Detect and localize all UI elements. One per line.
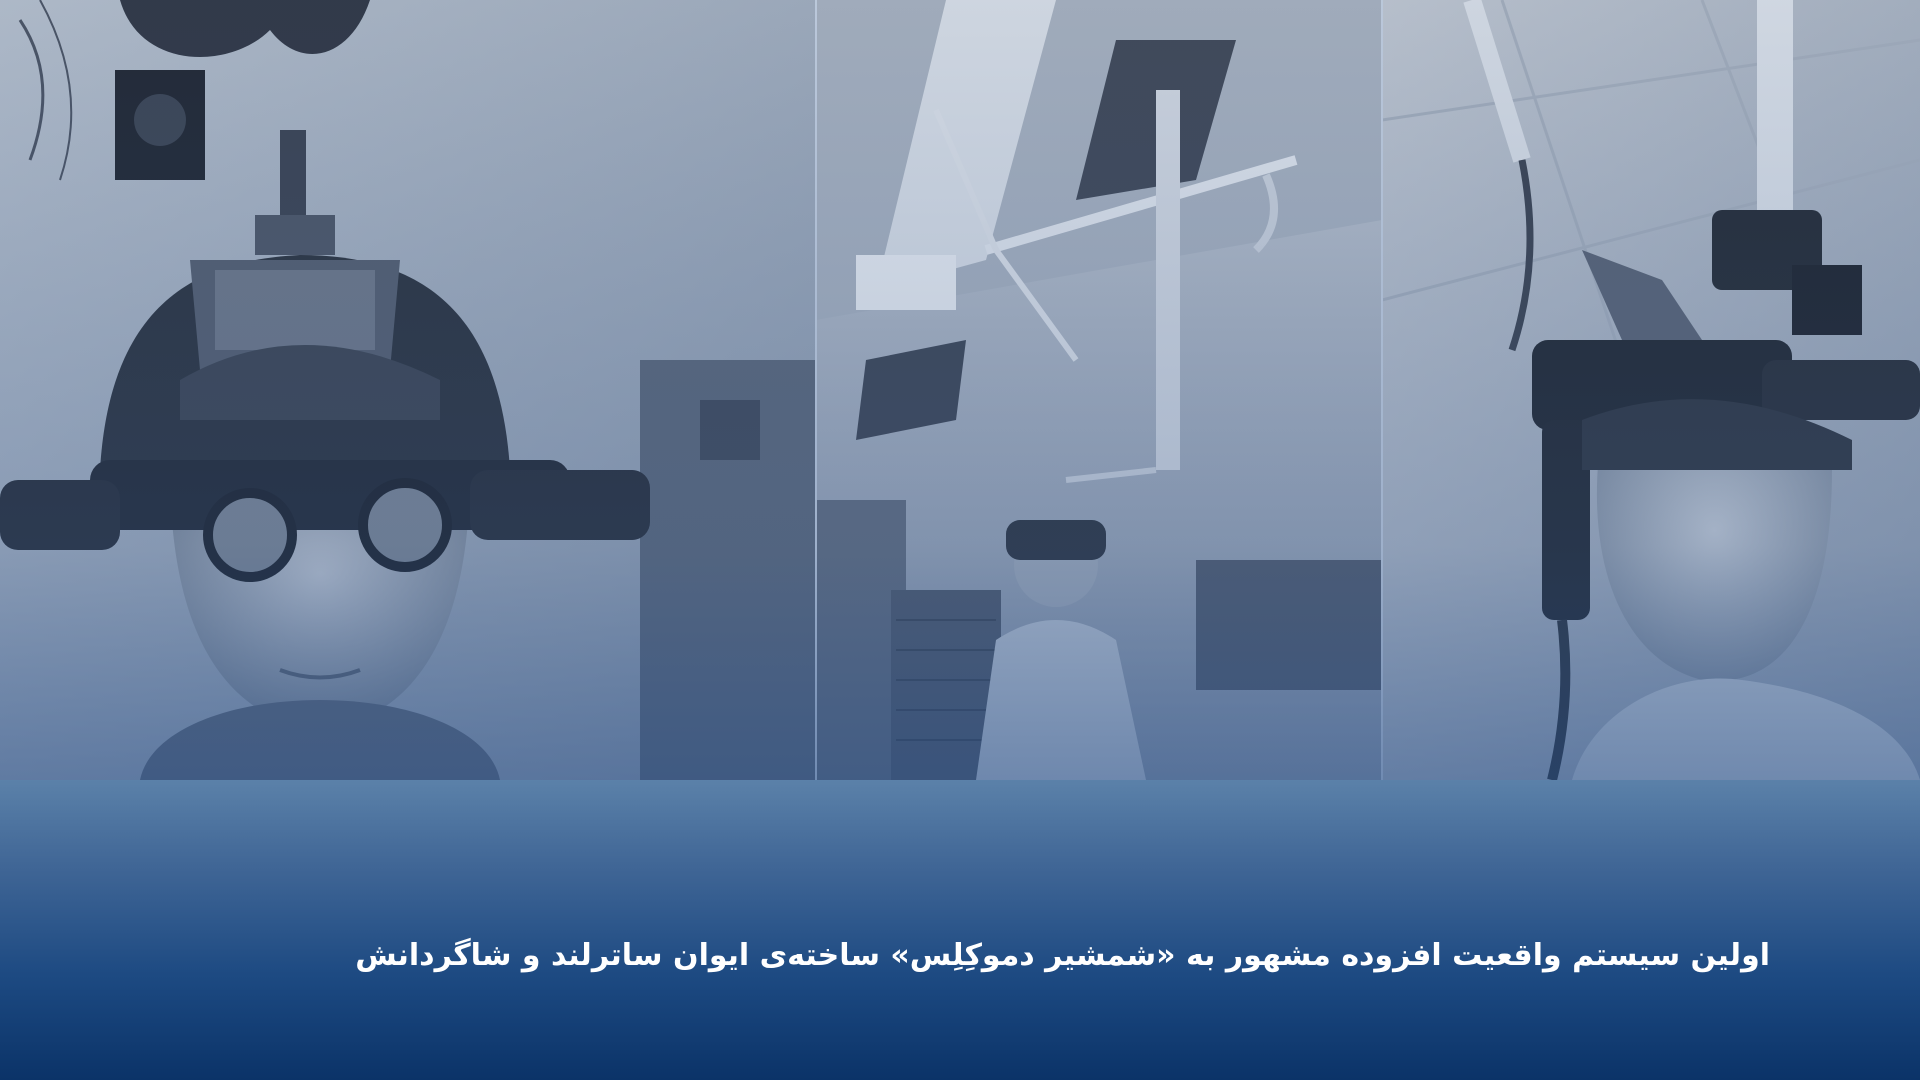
photo-panel-sideview [1382, 0, 1920, 780]
figure-caption: اولین سیستم واقعیت افزوده مشهور به «شمشیر دموکِلِس» ساخته‌ی ایوان ساترلند و شاگردانش [355, 938, 1770, 973]
ceiling-photo [816, 0, 1382, 780]
panel-divider [1381, 0, 1383, 780]
caption-band [0, 780, 1920, 1080]
photo-panel-ceiling [816, 0, 1382, 780]
panel-divider [815, 0, 817, 780]
photo-panel-closeup [0, 0, 816, 780]
sideview-photo [1382, 0, 1920, 780]
closeup-photo [0, 0, 816, 780]
